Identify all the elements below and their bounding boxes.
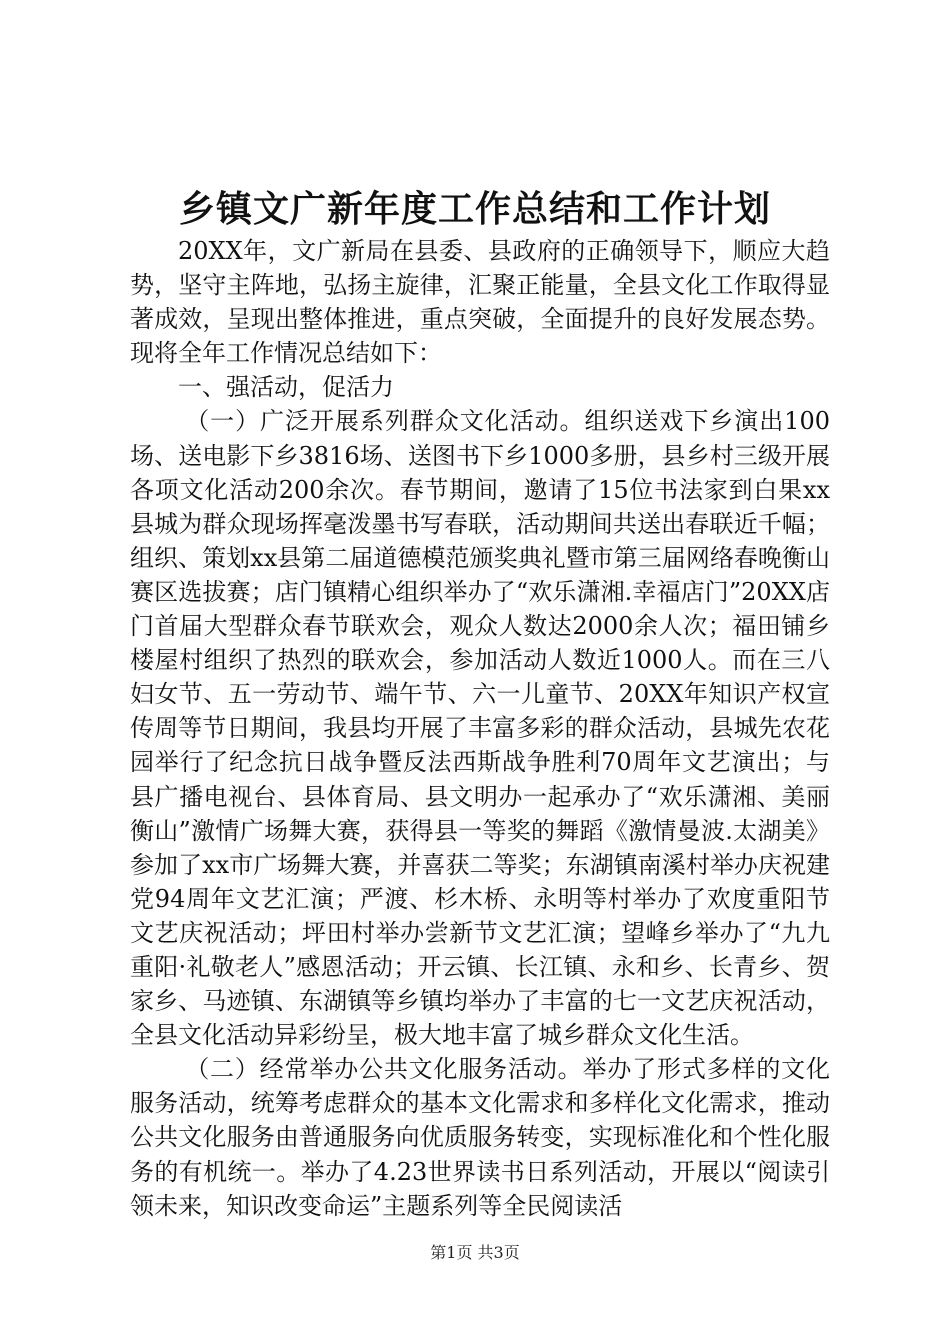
subsection-paragraph-1: （一）广泛开展系列群众文化活动。组织送戏下乡演出100场、送电影下乡3816场、送图书下乡1000多册，县乡村三级开展各项文化活动200余次。春节期间，邀请了15位书法家到白果xx县城为群众现场挥毫泼墨书写春联，活动期间共送出春联近千幅；组织、策划xx县第二届道德模范颁奖典礼暨市第三届网络春晚衡山赛区选拔赛；店门镇精心组织举办了“欢乐潇湘.幸福店门”20XX店门首届大型群众春节联欢会，观众人数达2000余人次；福田铺乡楼屋村组织了热烈的联欢会，参加活动人数近1000人。而在三八妇女节、五一劳动节、端午节、六一儿童节、20XX年知识产权宣传周等节日期间，我县均开展了丰富多彩的群众活动，县城先农花园举行了纪念抗日战争暨反法西斯战争胜利70周年文艺演出；与县广播电视台、县体育局、县文明办一起承办了“欢乐潇湘、美丽衡山”激情广场舞大赛，获得县一等奖的舞蹈《激情曼波.太湖美》参加了xx市广场舞大赛，并喜获二等奖；东湖镇南溪村举办庆祝建党94周年文艺汇演；严渡、杉木桥、永明等村举办了欢度重阳节文艺庆祝活动；坪田村举办尝新节文艺汇演；望峰乡举办了“九九重阳·礼敬老人”感恩活动；开云镇、长江镇、永和乡、长青乡、贺家乡、马迹镇、东湖镇等乡镇均举办了丰富的七一文艺庆祝活动，全县文化活动异彩纷呈，极大地丰富了城乡群众文化生活。: [130, 407, 830, 1050]
document-body: [130, 234, 830, 1223]
intro-paragraph: 20XX年，文广新局在县委、县政府的正确领导下，顺应大趋势，坚守主阵地，弘扬主旋律，汇聚正能量，全县文化工作取得显著成效，呈现出整体推进，重点突破，全面提升的良好发展态势。现将全年工作情况总结如下：: [130, 237, 830, 368]
section-heading: 一、强活动，促活力: [178, 373, 394, 402]
document-title: 乡镇文广新年度工作总结和工作计划: [178, 188, 771, 230]
subsection-paragraph-2: （二）经常举办公共文化服务活动。举办了形式多样的文化服务活动，统筹考虑群众的基本文化需求和多样化文化需求，推动公共文化服务由普通服务向优质服务转变，实现标准化和个性化服务的有机统一。举办了4.23世界读书日系列活动，开展以“阅读引领未来，知识改变命运”主题系列等全民阅读活: [130, 1055, 830, 1220]
page-number-footer: 第1页 共3页: [430, 1243, 520, 1262]
